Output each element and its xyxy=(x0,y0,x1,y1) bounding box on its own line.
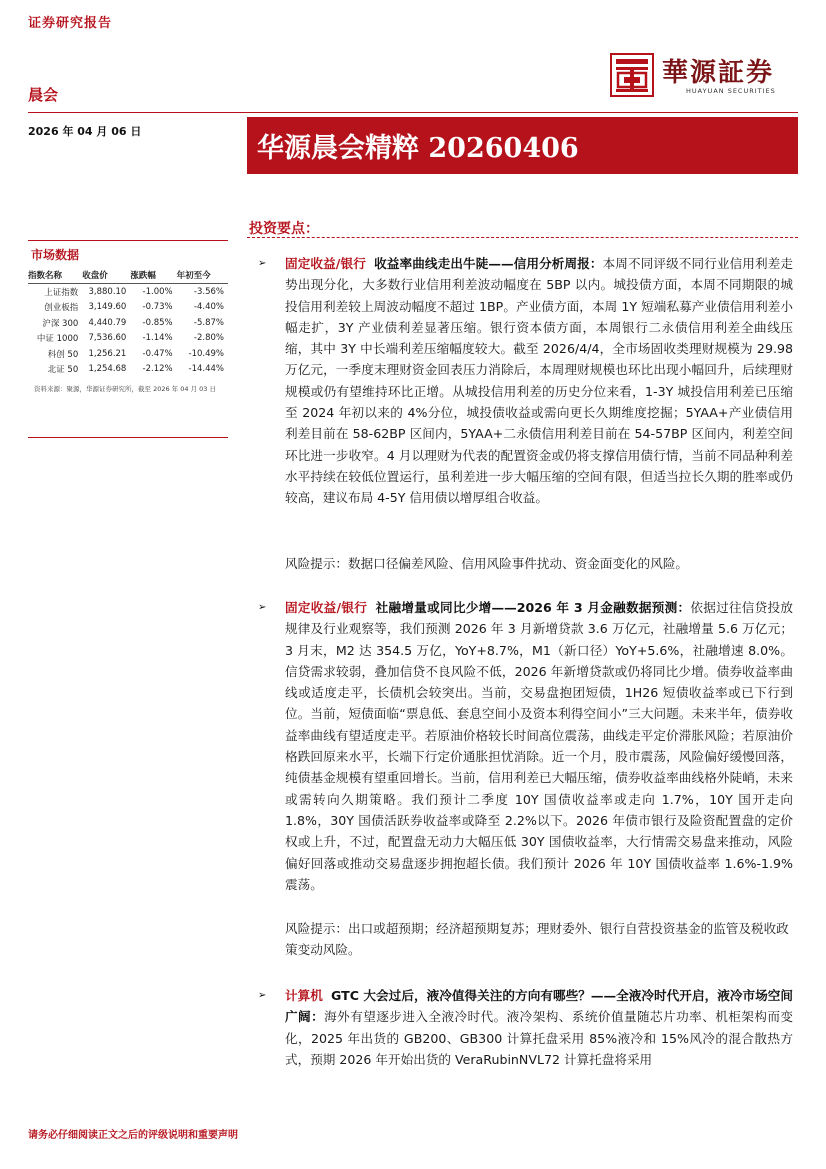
report-date: 2026 年 04 月 06 日 xyxy=(28,125,142,138)
invest-item-1 xyxy=(285,253,793,509)
ytd-change: -3.56% xyxy=(193,286,224,297)
header-divider xyxy=(28,112,798,113)
index-name: 上证指数 xyxy=(44,287,79,298)
item-body: 海外有望逐步进入全液冷时代。液冷架构、系统价值量随芯片功率、机柜架构而变化，2025 年出货的 GB200、GB300 计算托盘采用 85%液冷和 15%风冷的混合散热方式，预期 2026 年开始出货的 VeraRubinNVL72 计算托盘将采用 xyxy=(285,1009,794,1067)
close-price: 7,536.60 xyxy=(88,333,127,344)
col-close: 收盘价 xyxy=(82,266,130,284)
item-headline: GTC 大会过后，液冷值得关注的方向有哪些？——全液冷时代开启，液冷市场空间广阔： xyxy=(285,988,794,1025)
close-price: 4,440.79 xyxy=(88,317,127,328)
invest-heading: 投资要点： xyxy=(249,221,319,237)
ytd-change: -14.44% xyxy=(188,364,224,375)
item-headline: 收益率曲线走出牛陡——信用分析周报： xyxy=(374,256,603,271)
bullet-arrow-icon: ➢ xyxy=(258,602,267,613)
close-price: 3,880.10 xyxy=(88,286,127,297)
logo-name-en: HUAYUAN SECURITIES xyxy=(686,87,776,95)
footer-disclaimer: 请务必仔细阅读正文之后的评级说明和重要声明 xyxy=(28,1130,238,1141)
item-risk-2: 风险提示：出口或超预期；经济超预期复苏；理财委外、银行自营投资基金的监管及税收政策变动风险。 xyxy=(285,921,789,958)
index-name: 创业板指 xyxy=(44,303,79,314)
table-row xyxy=(28,331,228,347)
index-name: 中证 1000 xyxy=(36,334,79,345)
invest-divider xyxy=(247,237,798,238)
item-risk-1: 风险提示：数据口径偏差风险、信用风险事件扰动、资金面变化的风险。 xyxy=(285,556,688,571)
daily-change: -1.00% xyxy=(142,286,173,297)
close-price: 3,149.60 xyxy=(88,302,127,313)
daily-change: -0.47% xyxy=(142,348,173,359)
item-body: 依据过往信贷投放规律及行业观察等，我们预测 2026 年 3 月新增贷款 3.6 万亿元，社融增量 5.6 万亿元；3 月末，M2 达 354.5 万亿，YoY+8.7%，M1（新口径）YoY+5.6%，社融增速 8.0%。信贷需求较弱，叠加信贷不良风险不低，2026 年新增贷款或仍将同比少增。债券收益率曲线或适度走平，长债机会较突出。当前，交易盘抱团短债，1H26 短债收益率或已下行到位。当前，短债面临“票息低、套息空间小及资本利得空间小”三大问题。未来半年，债券收益率曲线有望适度走平。若原油价格较长时间高位震荡，曲线走平定价滞胀风险；若原油价格跌回原来水平，长端下行定价通胀担忧消除。近一个月，股市震荡，风险偏好缓慢回落，纯债基金规模有望重回增长。当前，信用利差已大幅压缩，债券收益率曲线格外陡峭，未来或需转向久期策略。我们预计二季度 10Y 国债收益率或走向 1.7%，10Y 国开走向 1.8%，30Y 国债活跃券收益率或降至 2.2%以下。2026 年债市银行及险资配置盘的定价权或上升，不过，配置盘无动力大幅压低 30Y 国债收益率，大行情需交易盘来推动，风险偏好回落或推动交易盘逐步拥抱超长债。我们预计 2026 年 10Y 国债收益率 1.6%-1.9%震荡。 xyxy=(285,600,794,892)
invest-item-2 xyxy=(285,597,793,895)
section-label: 晨会 xyxy=(28,86,59,104)
ytd-change: -5.87% xyxy=(193,317,224,328)
item-tag: 固定收益/银行 xyxy=(285,256,366,271)
daily-change: -1.14% xyxy=(142,333,173,344)
table-row xyxy=(28,362,228,378)
index-name: 科创 50 xyxy=(47,349,79,360)
title-banner xyxy=(247,117,798,174)
daily-change: -2.12% xyxy=(142,364,173,375)
market-table xyxy=(28,266,228,377)
item-tag: 固定收益/银行 xyxy=(285,600,368,615)
market-bottom-divider xyxy=(28,437,228,438)
market-top-divider xyxy=(28,240,228,241)
market-heading: 市场数据 xyxy=(31,248,80,262)
ytd-change: -10.49% xyxy=(188,348,224,359)
bullet-arrow-icon: ➢ xyxy=(258,990,267,1001)
col-index-name: 指数名称 xyxy=(28,266,82,284)
item-headline: 社融增量或同比少增——2026 年 3 月金融数据预测： xyxy=(375,600,691,615)
logo-name-cn: 華源証券 xyxy=(662,58,775,88)
item-body: 本周不同评级不同行业信用利差走势出现分化，大多数行业信用利差波动幅度在 5BP 以内。城投债方面，本周不同期限的城投信用利差较上周波动幅度不超过 1BP。产业债方面，本周 1Y 短端私募产业债信用利差小幅走扩，3Y 产业债利差显著压缩。银行资本债方面，本周银行二永债信用利差全曲线压缩，其中 3Y 中长端利差压缩幅度较大。截至 2026/4/4，全市场固收类理财规模为 29.98 万亿元，一季度末理财资金回表压力消除后，本周理财规模也环比出现小幅回升，后续理财规模或仍有望维持环比正增。从城投信用利差的历史分位来看，1-3Y 城投信用利差已压缩至 2024 年初以来的 4%分位，城投债收益或需向更长久期维度挖掘；5YAA+产业债信用利差目前在 58-62BP 区间内，5YAA+二永债信用利差目前在 54-57BP 区间内，利差空间环比进一步收窄。4 月以理财为代表的配置资金或仍将支撑信用债行情，当前不同品种利差水平持续在较低位置运行，虽利差进一步大幅压缩的空间有限，但适当拉长久期的胜率或仍较高，建议布局 4-5Y 信用债以增厚组合收益。 xyxy=(285,256,793,506)
item-tag: 计算机 xyxy=(285,988,323,1003)
close-price: 1,256.21 xyxy=(88,348,127,359)
daily-change: -0.73% xyxy=(142,302,173,313)
huayuan-logo-icon xyxy=(610,53,654,97)
bullet-arrow-icon: ➢ xyxy=(258,258,267,269)
col-change: 涨跌幅 xyxy=(130,266,176,284)
report-type-label: 证券研究报告 xyxy=(28,16,113,31)
ytd-change: -2.80% xyxy=(193,333,224,344)
invest-item-3 xyxy=(285,985,793,1070)
col-ytd: 年初至今 xyxy=(177,266,228,284)
table-row xyxy=(28,300,228,316)
index-name: 北证 50 xyxy=(47,365,79,376)
table-row xyxy=(28,346,228,362)
market-table-header xyxy=(28,266,228,284)
table-row xyxy=(28,284,228,300)
close-price: 1,254.68 xyxy=(88,364,127,375)
market-source-note: 资料来源：聚源，华源证券研究所，截至 2026 年 04 月 03 日 xyxy=(34,385,216,393)
ytd-change: -4.40% xyxy=(193,302,224,313)
page-title: 华源晨会精粹 20260406 xyxy=(257,133,579,164)
index-name: 沪深 300 xyxy=(42,318,79,329)
daily-change: -0.85% xyxy=(142,317,173,328)
table-row xyxy=(28,315,228,331)
